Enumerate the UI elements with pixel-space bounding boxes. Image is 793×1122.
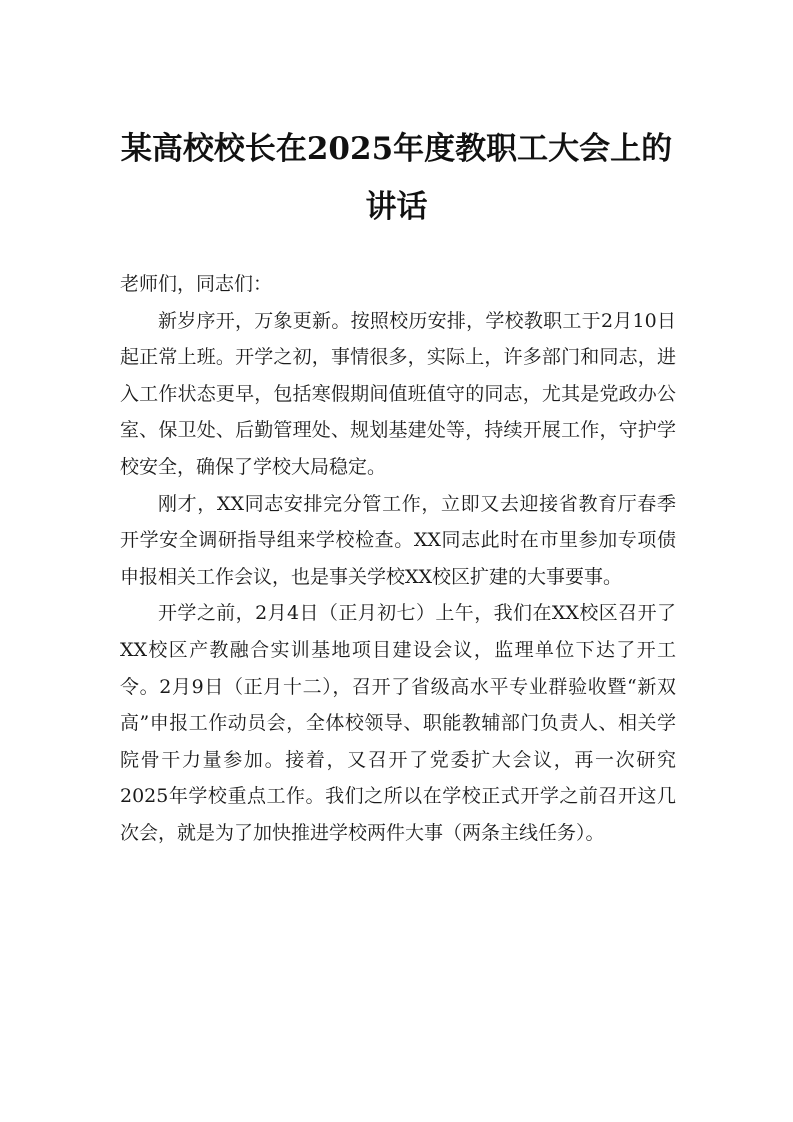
paragraph-3: 开学之前，2月4日（正月初七）上午，我们在XX校区召开了XX校区产教融合实训基地项目建设会议，监理单位下达了开工令。2月9日（正月十二），召开了省级高水平专业群验收暨“新双高”申报工作动员会，全体校领导、职能教辅部门负责人、相关学院骨干力量参加。接着，又召开了党委扩大会议，再一次研究2025年学校重点工作。我们之所以在学校正式开学之前召开这几次会，就是为了加快推进学校两件大事（两条主线任务）。 (120, 602, 676, 844)
paragraph-1: 新岁序开，万象更新。按照校历安排，学校教职工于2月10日起正常上班。开学之初，事情很多，实际上，许多部门和同志，进入工作状态更早，包括寒假期间值班值守的同志，尤其是党政办公室、保卫处、后勤管理处、规划基建处等，持续开展工作，守护学校安全，确保了学校大局稳定。 (120, 309, 676, 478)
document-body (120, 266, 676, 852)
paragraph-2: 刚才，XX同志安排完分管工作，立即又去迎接省教育厅春季开学安全调研指导组来学校检查。XX同志此时在市里参加专项债申报相关工作会议，也是事关学校XX校区扩建的大事要事。 (120, 492, 676, 588)
salutation: 老师们，同志们： (120, 273, 273, 295)
document-title: 某高校校长在2025年度教职工大会上的讲话 (120, 131, 673, 225)
